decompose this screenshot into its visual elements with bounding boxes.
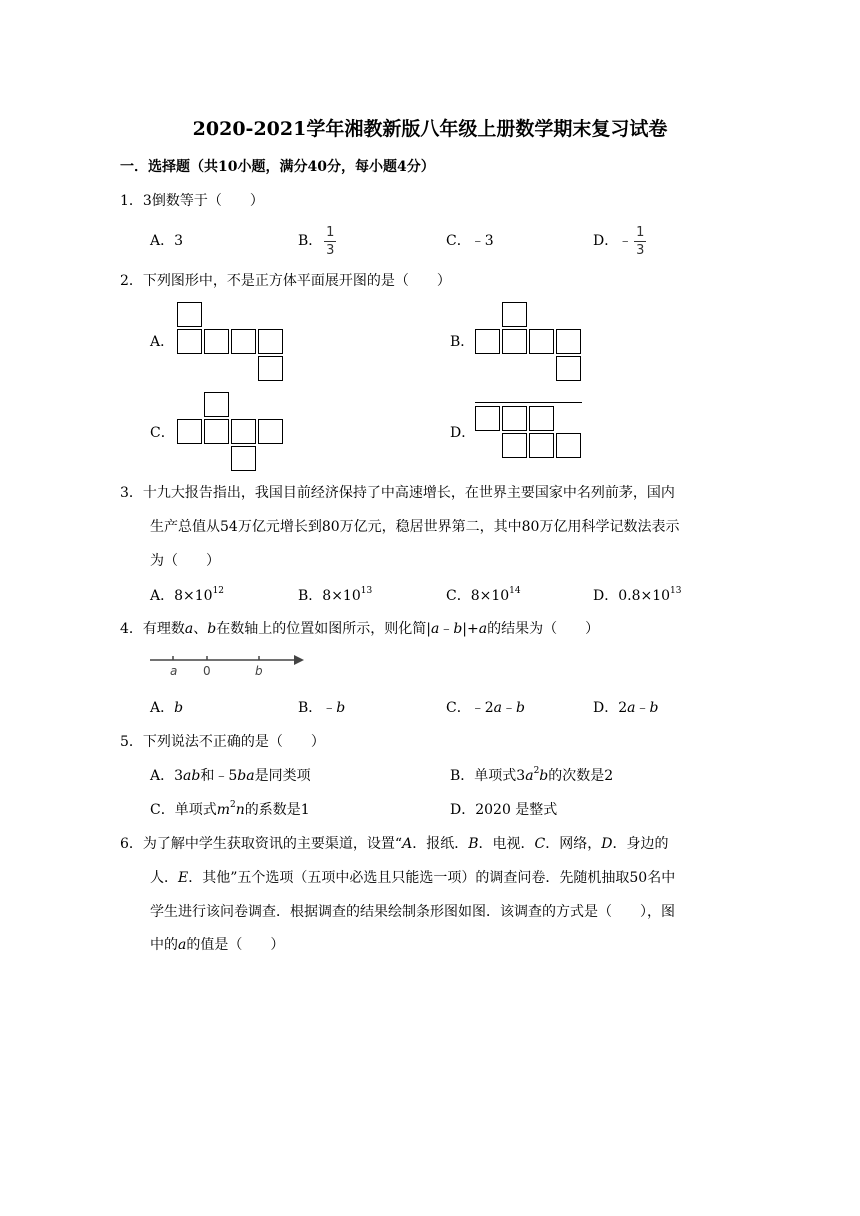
q3-option-c: C．$8\times 10^{14}$ [446, 586, 521, 604]
q2-option-b: B． [450, 334, 475, 350]
section-heading: 一．选择题（共10小题，满分40分，每小题4分） [120, 159, 435, 175]
question-6-line3: 学生进行该问卷调查．根据调查的结果绘制条形图如图．该调查的方式是（ ），图 [150, 904, 675, 920]
question-6-line2: 人．E．其他”五个选项（五项中必选且只能选一项）的调查问卷．先随机抽取50名中 [150, 870, 676, 886]
q2-option-c: C． [150, 425, 175, 441]
q1-option-d-label: D．﹣ [593, 233, 633, 249]
number-line-label-b: b [255, 664, 263, 678]
q1-option-a: A．3 [150, 233, 184, 249]
q2-option-d: D． [450, 425, 476, 441]
q3-option-a: A．$8\times 10^{12}$ [150, 586, 225, 604]
q1-option-c: C．﹣3 [446, 233, 494, 249]
question-6-line4: 中的a的值是（ ） [150, 937, 285, 953]
number-line-label-a: a [170, 664, 178, 678]
q5-option-c: C．单项式$m^2n$的系数是1 [150, 800, 310, 818]
fraction-one-third [634, 226, 646, 257]
q1-option-b [298, 222, 336, 260]
number-line-label-0: 0 [203, 664, 211, 678]
question-4-stem: 4．有理数a、b在数轴上的位置如图所示，则化简|a﹣b|+a的结果为（ ） [120, 621, 600, 637]
question-3-line1: 3．十九大报告指出，我国目前经济保持了中高速增长，在世界主要国家中名列前茅，国内 [120, 485, 675, 501]
question-2-stem: 2．下列图形中，不是正方体平面展开图的是（ ） [120, 273, 451, 289]
fraction-numerator: 1 [636, 224, 645, 240]
page-title: 2020-2021学年湘教新版八年级上册数学期末复习试卷 [192, 118, 668, 140]
q5-option-b: B．单项式$3a^2b$的次数是2 [450, 766, 614, 784]
question-3-line3: 为（ ） [150, 553, 220, 569]
fraction-numerator: 1 [326, 224, 335, 240]
q2-option-a: A． [150, 334, 175, 350]
q1-option-b-label: B． [298, 233, 323, 249]
q4-option-a: A．b [150, 700, 184, 716]
question-3-line2: 生产总值从54万亿元增长到80万亿元，稳居世界第二，其中80万亿用科学记数法表示 [150, 519, 680, 535]
q4-option-c: C．﹣2a﹣b [446, 700, 525, 716]
q1-option-d [593, 222, 646, 260]
q5-option-d: D．2020 是整式 [450, 802, 558, 818]
q4-option-d: D．2a﹣b [593, 700, 659, 716]
question-1-stem: 1．3倒数等于（ ） [120, 193, 264, 209]
fraction-denominator: 3 [636, 242, 645, 258]
number-line [148, 650, 306, 680]
fraction-one-third [324, 226, 336, 257]
q3-option-d: D．$0.8\times 10^{13}$ [593, 586, 682, 604]
question-5-stem: 5．下列说法不正确的是（ ） [120, 734, 325, 750]
q4-option-b: B．﹣b [298, 700, 346, 716]
q5-option-a: A．3ab和﹣5ba是同类项 [150, 768, 311, 784]
q3-option-b: B．$8\times 10^{13}$ [298, 586, 373, 604]
question-6-line1: 6．为了解中学生获取资讯的主要渠道，设置“A．报纸．B．电视．C．网络，D．身边的 [120, 836, 669, 852]
fraction-denominator: 3 [326, 242, 335, 258]
